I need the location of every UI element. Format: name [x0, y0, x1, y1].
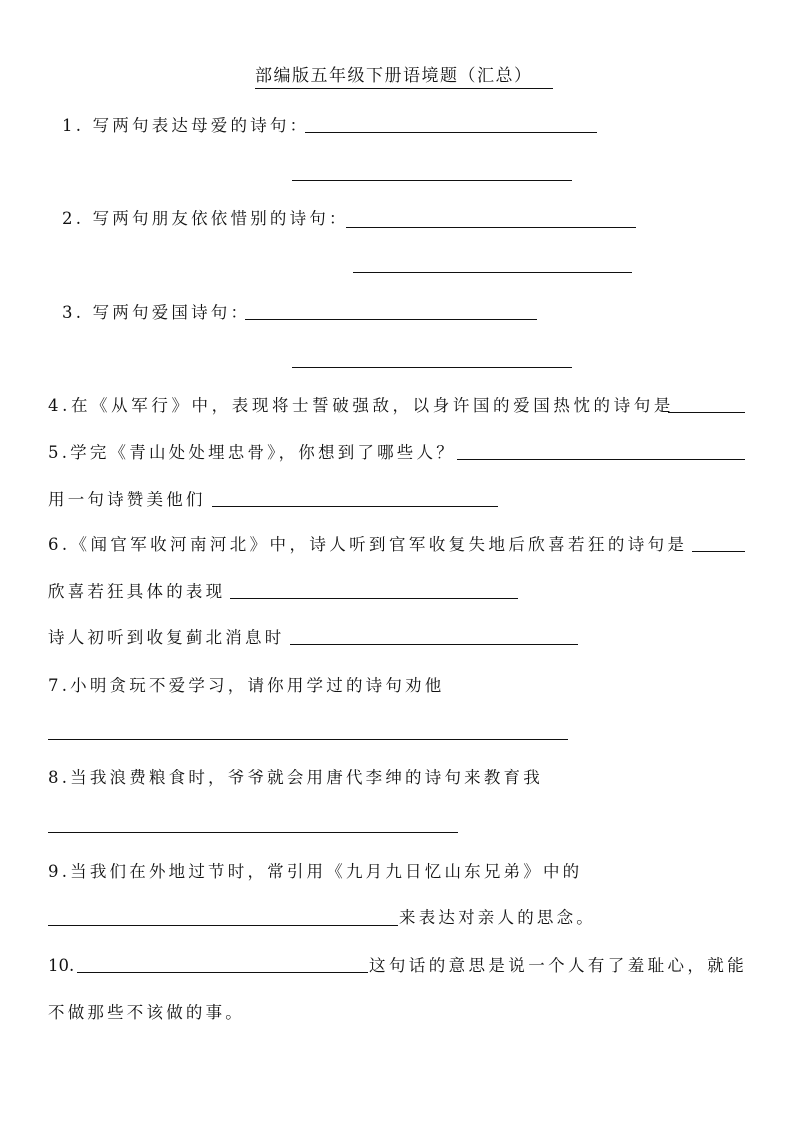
question-10: 10.	[48, 956, 75, 975]
answer-blank-5b[interactable]	[212, 506, 498, 507]
page-title: 部编版五年级下册语境题（汇总）	[255, 66, 553, 89]
answer-blank-4[interactable]	[668, 412, 745, 413]
answer-blank-7[interactable]	[48, 739, 568, 740]
question-3: 3. 写两句爱国诗句：	[62, 303, 251, 322]
answer-blank-10[interactable]	[77, 972, 368, 973]
question-8: 8.当我浪费粮食时，爷爷就会用唐代李绅的诗句来教育我	[48, 768, 543, 787]
question-6c: 诗人初听到收复蓟北消息时	[48, 628, 285, 647]
answer-blank-5a[interactable]	[457, 459, 745, 460]
answer-blank-6b[interactable]	[230, 598, 518, 599]
answer-blank-3a[interactable]	[245, 319, 537, 320]
answer-blank-6c[interactable]	[290, 644, 578, 645]
answer-blank-8[interactable]	[48, 832, 458, 833]
answer-blank-3b[interactable]	[292, 367, 572, 368]
question-6b: 欣喜若狂具体的表现	[48, 582, 226, 601]
question-6: 6.《闻官军收河南河北》中，诗人听到官军收复失地后欣喜若狂的诗句是	[48, 535, 688, 554]
question-1: 1. 写两句表达母爱的诗句：	[62, 116, 310, 135]
answer-blank-6a[interactable]	[692, 551, 745, 552]
question-9: 9.当我们在外地过节时，常引用《九月九日忆山东兄弟》中的	[48, 862, 583, 881]
answer-blank-2a[interactable]	[346, 227, 636, 228]
question-2: 2. 写两句朋友依依惜别的诗句：	[62, 209, 349, 228]
answer-blank-1b[interactable]	[292, 180, 572, 181]
question-10b: 这句话的意思是说一个人有了羞耻心，就能	[369, 956, 748, 975]
question-9b: 来表达对亲人的思念。	[399, 908, 596, 927]
answer-blank-1a[interactable]	[305, 132, 597, 133]
question-5: 5.学完《青山处处埋忠骨》，你想到了哪些人？	[48, 443, 456, 462]
question-4: 4.在《从军行》中，表现将士誓破强敌，以身许国的爱国热忱的诗句是	[48, 396, 674, 415]
question-7: 7.小明贪玩不爱学习，请你用学过的诗句劝他	[48, 676, 445, 695]
answer-blank-2b[interactable]	[353, 272, 632, 273]
answer-blank-9[interactable]	[48, 925, 398, 926]
question-5b: 用一句诗赞美他们	[48, 490, 206, 509]
question-10c: 不做那些不该做的事。	[48, 1003, 245, 1022]
